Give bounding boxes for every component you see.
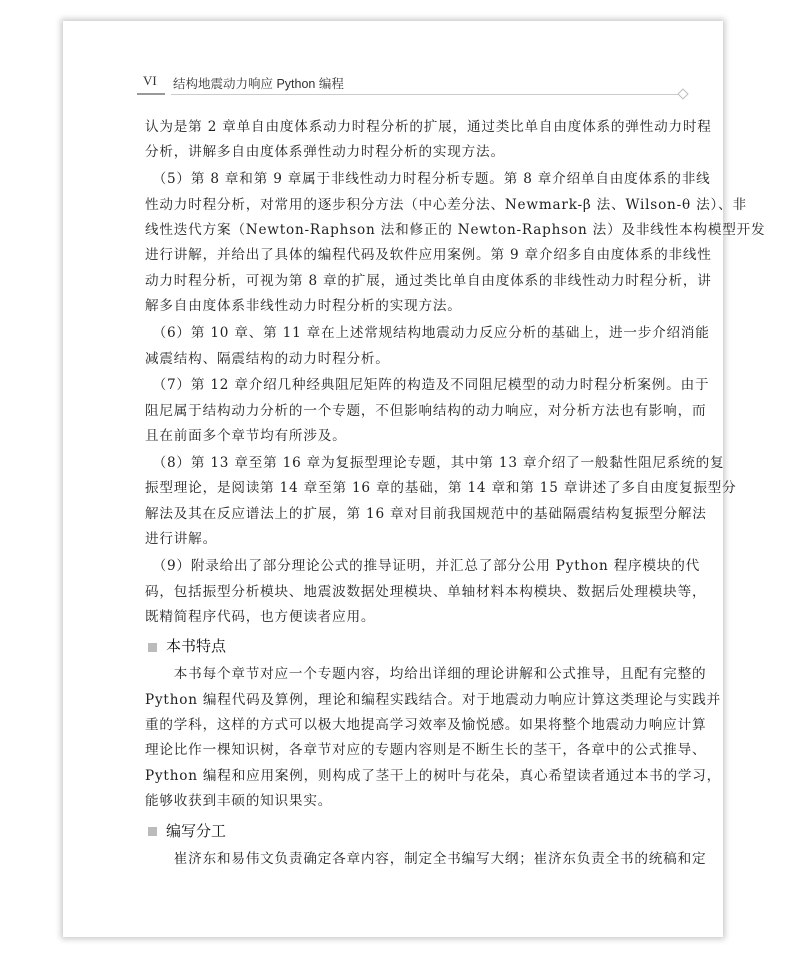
text-line: 动力时程分析，可视为第 8 章的扩展，通过类比单自由度体系的非线性动力时程分析，讲 xyxy=(145,272,712,289)
text-line: 崔济东和易伟文负责确定各章内容，制定全书编写大纲；崔济东负责全书的统稿和定 xyxy=(145,850,707,867)
text-line: 减震结构、隔震结构的动力时程分析。 xyxy=(145,350,390,367)
text-line: （5）第 8 章和第 9 章属于非线性动力时程分析专题。第 8 章介绍单自由度体系的非线 xyxy=(145,171,711,188)
text-line: 且在前面多个章节均有所涉及。 xyxy=(145,428,347,445)
square-bullet-icon xyxy=(148,643,157,652)
text-line: 解法及其在反应谱法上的扩展，第 16 章对目前我国规范中的基础隔震结构复振型分解法 xyxy=(145,505,707,522)
text-line: （9）附录给出了部分理论公式的推导证明，并汇总了部分公用 Python 程序模块的代 xyxy=(145,558,701,575)
header-underline xyxy=(137,93,165,95)
book-page xyxy=(63,21,766,937)
text-line: 能够收获到丰硕的知识果实。 xyxy=(145,793,333,810)
text-line: 进行讲解，并给出了具体的编程代码及软件应用案例。第 9 章介绍多自由度体系的非线性 xyxy=(145,247,712,264)
text-line: 理论比作一棵知识树，各章节对应的专题内容则是不断生长的茎干，各章中的公式推导、 xyxy=(145,742,707,759)
text-line: 码，包括振型分析模块、地震波数据处理模块、单轴材料本构模块、数据后处理模块等， xyxy=(145,583,707,600)
text-line: （6）第 10 章、第 11 章在上述常规结构地震动力反应分析的基础上，进一步介绍消能 xyxy=(145,325,710,342)
section-heading xyxy=(145,817,655,847)
text-line: （7）第 12 章介绍几种经典阻尼矩阵的构造及不同阻尼模型的动力时程分析案例。由于 xyxy=(145,377,710,394)
section-title: 本书特点 xyxy=(166,638,227,656)
diamond-ornament-icon xyxy=(677,88,688,99)
paragraph xyxy=(145,847,707,872)
text-line: 认为是第 2 章单自由度体系动力时程分析的扩展，通过类比单自由度体系的弹性动力时程 xyxy=(145,119,712,135)
paragraph xyxy=(145,373,710,449)
paragraph xyxy=(145,451,737,553)
running-header xyxy=(143,73,693,97)
text-line: Python 编程代码及算例，理论和编程实践结合。对于地震动力响应计算这类理论与实践并 xyxy=(145,691,722,708)
text-line: 进行讲解。 xyxy=(145,531,217,548)
text-line: 线性迭代方案（Newton-Raphson 法和修正的 Newton-Raphson 法）及非线性本构模型开发 xyxy=(145,222,766,239)
text-line: 振型理论，是阅读第 14 章至第 16 章的基础，第 14 章和第 15 章讲述了多自由度复振型分 xyxy=(145,480,737,497)
section-heading xyxy=(145,632,655,662)
text-line: （8）第 13 章至第 16 章为复振型理论专题，其中第 13 章介绍了一般黏性阻尼系统的复 xyxy=(145,455,725,472)
text-line: 解多自由度体系非线性动力时程分析的实现方法。 xyxy=(145,298,462,315)
paragraph xyxy=(145,554,707,630)
book-title: 结构地震动力响应 Python 编程 xyxy=(173,77,344,91)
text-line: 阻尼属于结构动力分析的一个专题，不但影响结构的动力响应，对分析方法也有影响，而 xyxy=(145,402,707,419)
paragraph xyxy=(145,321,710,372)
section-title: 编写分工 xyxy=(166,822,227,840)
square-bullet-icon xyxy=(148,827,157,836)
text-line: 本书每个章节对应一个专题内容，均给出详细的理论讲解和公式推导，且配有完整的 xyxy=(145,666,707,683)
text-line: 重的学科，这样的方式可以极大地提高学习效率及愉悦感。如果将整个地震动力响应计算 xyxy=(145,717,707,734)
text-line: 分析，讲解多自由度体系弹性动力时程分析的实现方法。 xyxy=(145,144,505,161)
text-line: Python 编程和应用案例，则构成了茎干上的树叶与花朵，真心希望读者通过本书的学习， xyxy=(145,767,722,784)
paragraph xyxy=(145,167,766,319)
text-line: 既精简程序代码，也方便读者应用。 xyxy=(145,608,376,625)
paragraph xyxy=(145,115,712,166)
text-line: 性动力时程分析，对常用的逐步积分方法（中心差分法、Newmark-β 法、Wilson-θ 法）、非 xyxy=(145,196,747,213)
page-number: VI xyxy=(143,73,157,88)
paragraph xyxy=(145,662,722,814)
page-body xyxy=(145,115,766,874)
header-rule xyxy=(171,94,681,95)
